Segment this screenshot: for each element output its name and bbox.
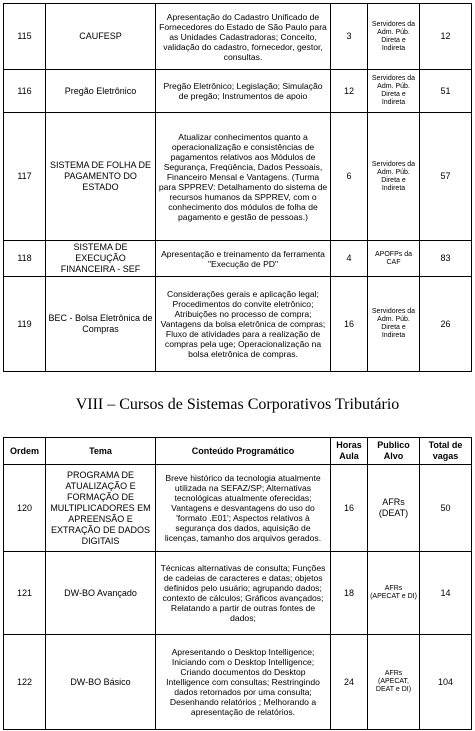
class-hours: 16 (331, 465, 368, 552)
course-name: CAUFESP (46, 4, 156, 70)
course-content: Apresentação e treinamento da ferramenta "Execução de PD" (156, 241, 331, 277)
table-row (4, 635, 472, 730)
course-name: SISTEMA DE FOLHA DE PAGAMENTO DO ESTADO (46, 113, 156, 241)
column-header-publico: Publico Alvo (368, 438, 420, 465)
course-content: Apresentação do Cadastro Unificado de Fornecedores do Estado de São Paulo para as Unidades Cadastradoras; Conceito, validação do cadastro, fornecedor, gestor, consultas. (156, 4, 331, 70)
target-audience: AFRs (APECAT e DI) (368, 552, 420, 635)
course-name: SISTEMA DE EXECUÇÃO FINANCEIRA - SEF (46, 241, 156, 277)
row-number: 118 (4, 241, 46, 277)
course-content: Breve histórico da tecnologia atualmente utilizada na SEFAZ/SP; Alternativas tecnológicas atualmente oferecidas; Vantagens e desvantagens do uso do 'formato .E01'; Aspectos relativos à segurança dos dados, aquisição de licenças, tamanho dos arquivos gerados. (156, 465, 331, 552)
course-name: DW-BO Avançado (46, 552, 156, 635)
course-content: Considerações gerais e aplicação legal; Procedimentos do convite eletrônico; Atribuições no processo de compra; Vantagens da bolsa eletrônica de compras; Fluxo de atividades para a realização de compras pela uge; Operacionalização na bolsa eletrônica de compras. (156, 277, 331, 372)
target-audience: Servidores da Adm. Púb. Direta e Indireta (368, 277, 420, 372)
course-name: DW-BO Básico (46, 635, 156, 730)
class-hours: 3 (331, 4, 368, 70)
vacancies: 50 (420, 465, 472, 552)
class-hours: 4 (331, 241, 368, 277)
course-content: Pregão Eletrônico; Legislação; Simulação de pregão; Instrumentos de apoio (156, 70, 331, 113)
table-row (4, 552, 472, 635)
table-row (4, 241, 472, 277)
vacancies: 14 (420, 552, 472, 635)
target-audience: APOFPs da CAF (368, 241, 420, 277)
class-hours: 16 (331, 277, 368, 372)
vacancies: 83 (420, 241, 472, 277)
course-name: Pregão Eletrônico (46, 70, 156, 113)
class-hours: 24 (331, 635, 368, 730)
row-number: 117 (4, 113, 46, 241)
target-audience: Servidores da Adm. Púb. Direta e Indireta (368, 113, 420, 241)
vacancies: 51 (420, 70, 472, 113)
row-number: 116 (4, 70, 46, 113)
courses-table-continued (3, 3, 472, 372)
row-number: 121 (4, 552, 46, 635)
row-number: 119 (4, 277, 46, 372)
course-content: Apresentando o Desktop Intelligence; Iniciando com o Desktop Intelligence; Criando documentos do Desktop Intelligence com consultas; Restringindo dados retornados por uma consulta; Desenhando relatórios ; Melhorando a apresentação de relatórios. (156, 635, 331, 730)
column-header-horas: Horas Aula (331, 438, 368, 465)
target-audience: AFRs (DEAT) (368, 465, 420, 552)
course-name: PROGRAMA DE ATUALIZAÇÃO E FORMAÇÃO DE MULTIPLICADORES EM APREENSÃO E EXTRAÇÃO DE DADOS DIGITAIS (46, 465, 156, 552)
vacancies: 57 (420, 113, 472, 241)
row-number: 115 (4, 4, 46, 70)
vacancies: 12 (420, 4, 472, 70)
column-header-ordem: Ordem (4, 438, 46, 465)
section-heading: VIII – Cursos de Sistemas Corporativos Tributário (75, 396, 400, 413)
tax-systems-courses-table (3, 437, 472, 730)
target-audience: Servidores da Adm. Púb. Direta e Indireta (368, 70, 420, 113)
column-header-tema: Tema (46, 438, 156, 465)
class-hours: 18 (331, 552, 368, 635)
row-number: 122 (4, 635, 46, 730)
column-header-vagas: Total de vagas (420, 438, 472, 465)
vacancies: 104 (420, 635, 472, 730)
table-row (4, 277, 472, 372)
table-row (4, 465, 472, 552)
target-audience: Servidores da Adm. Púb. Direta e Indireta (368, 4, 420, 70)
table-row (4, 4, 472, 70)
class-hours: 6 (331, 113, 368, 241)
vacancies: 26 (420, 277, 472, 372)
table-row (4, 113, 472, 241)
target-audience: AFRs (APECAT, DEAT e DI) (368, 635, 420, 730)
course-content: Atualizar conhecimentos quanto a operacionalização e consistências de pagamentos relativos aos Módulos de Segurança, Freqüência, Dados Pessoais, Financeiro Mensal e Vantagens. (Turma para SPPREV: Detalhamento do sistema de recursos humanos da SPPREV, com o conhecimento dos módulos de folha de pagamento e gestão de pessoas.) (156, 113, 331, 241)
header-row (4, 438, 472, 465)
class-hours: 12 (331, 70, 368, 113)
table-row (4, 70, 472, 113)
course-name: BEC - Bolsa Eletrônica de Compras (46, 277, 156, 372)
row-number: 120 (4, 465, 46, 552)
course-content: Técnicas alternativas de consulta; Funções de cadeias de caracteres e datas; objetos definidos pelo usuário; agrupando dados; contexto de cálculos; Gráficos avançados; Relatando a partir de outras fontes de dados; (156, 552, 331, 635)
column-header-conteudo: Conteúdo Programático (156, 438, 331, 465)
